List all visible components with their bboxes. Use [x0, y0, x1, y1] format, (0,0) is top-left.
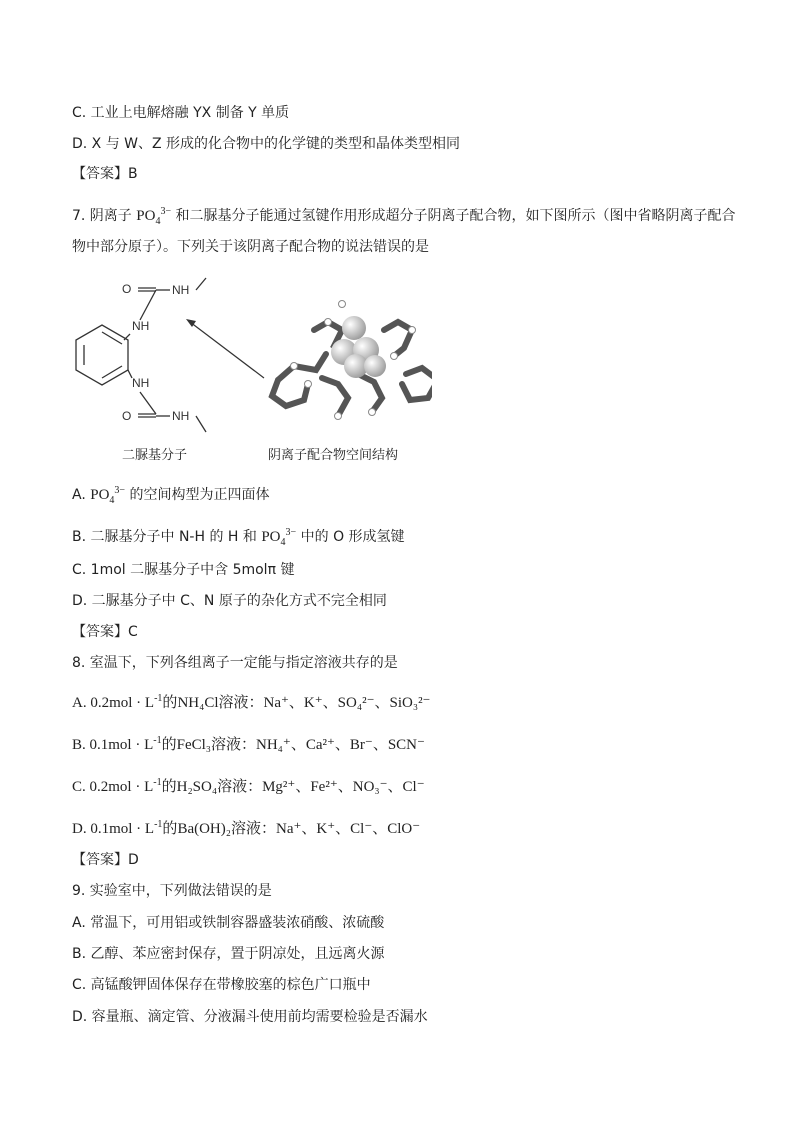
q9-option-a: A. 常温下，可用铝或铁制容器盛装浓硝酸、浓硫酸 [72, 915, 385, 931]
oxygen-label-lower: O [122, 409, 132, 423]
q8-option-d: D. $0.1mol \cdot L^{-1}$的Ba(OH)₂溶液：Na⁺、K⁺、Cl⁻、ClO⁻ [72, 819, 421, 837]
q8-option-b: B. $0.1mol \cdot L^{-1}$的FeCl₃溶液：NH₄⁺、Ca²⁺、Br⁻、SCN⁻ [72, 735, 425, 753]
q7-answer: 【答案】C [72, 624, 138, 640]
q9-option-d: D. 容量瓶、滴定管、分液漏斗使用前均需要检验是否漏水 [72, 1009, 428, 1025]
q6-answer: 【答案】B [72, 166, 138, 182]
right-figure-caption: 阴离子配合物空间结构 [268, 448, 399, 463]
q6-option-d: D. X 与 W、Z 形成的化合物中的化学键的类型和晶体类型相同 [72, 136, 461, 152]
q9-stem: 9. 实验室中，下列做法错误的是 [72, 883, 272, 899]
q9-option-b: B. 乙醇、苯应密封保存，置于阴凉处，且远离火源 [72, 946, 385, 962]
nh-label-lower: NH [172, 409, 190, 423]
oxygen-label: O [122, 282, 132, 296]
nh-label-ring-upper: NH [132, 319, 150, 333]
q7-stem: 7. 阴离子 $PO_4^{3-}$ 和二脲基分子能通过氢键作用形成超分子阴离子配合物，如下图所示（图中省略阴离子配合 [72, 206, 736, 227]
q7-option-a: A. $PO_4^{3-}$ 的空间构型为正四面体 [72, 485, 270, 506]
phosphate-ion: $PO_4^{3-}$ [136, 206, 172, 227]
molecule-diagram [72, 270, 432, 460]
q7-stem-line2: 物中部分原子）。下列关于该阴离子配合物的说法错误的是 [72, 239, 429, 255]
nh-label-upper: NH [172, 283, 190, 297]
q7-option-b: B. 二脲基分子中 N-H 的 H 和 $PO_4^{3-}$ 中的 O 形成氢键 [72, 527, 405, 548]
complex-3d-structure [272, 301, 432, 420]
arrow-icon [186, 319, 264, 378]
q6-option-c: C. 工业上电解熔融 YX 制备 Y 单质 [72, 105, 290, 121]
q9-option-c: C. 高锰酸钾固体保存在带橡胶塞的棕色广口瓶中 [72, 977, 371, 993]
q8-option-c: C. $0.2mol \cdot L^{-1}$的H₂SO₄溶液：Mg²⁺、Fe²⁺、NO₃⁻、Cl⁻ [72, 777, 425, 795]
q8-option-a: A. $0.2mol \cdot L^{-1}$的NH₄Cl溶液：Na⁺、K⁺、SO₄²⁻、SiO₃²⁻ [72, 693, 431, 711]
q7-option-c: C. 1mol 二脲基分子中含 5molπ 键 [72, 562, 295, 578]
q7-option-d: D. 二脲基分子中 C、N 原子的杂化方式不完全相同 [72, 593, 387, 609]
q8-answer: 【答案】D [72, 852, 139, 868]
left-figure-caption: 二脲基分子 [122, 448, 188, 463]
q7-figure [72, 270, 432, 463]
nh-label-ring-lower: NH [132, 376, 150, 390]
q8-stem: 8. 室温下，下列各组离子一定能与指定溶液共存的是 [72, 655, 398, 671]
